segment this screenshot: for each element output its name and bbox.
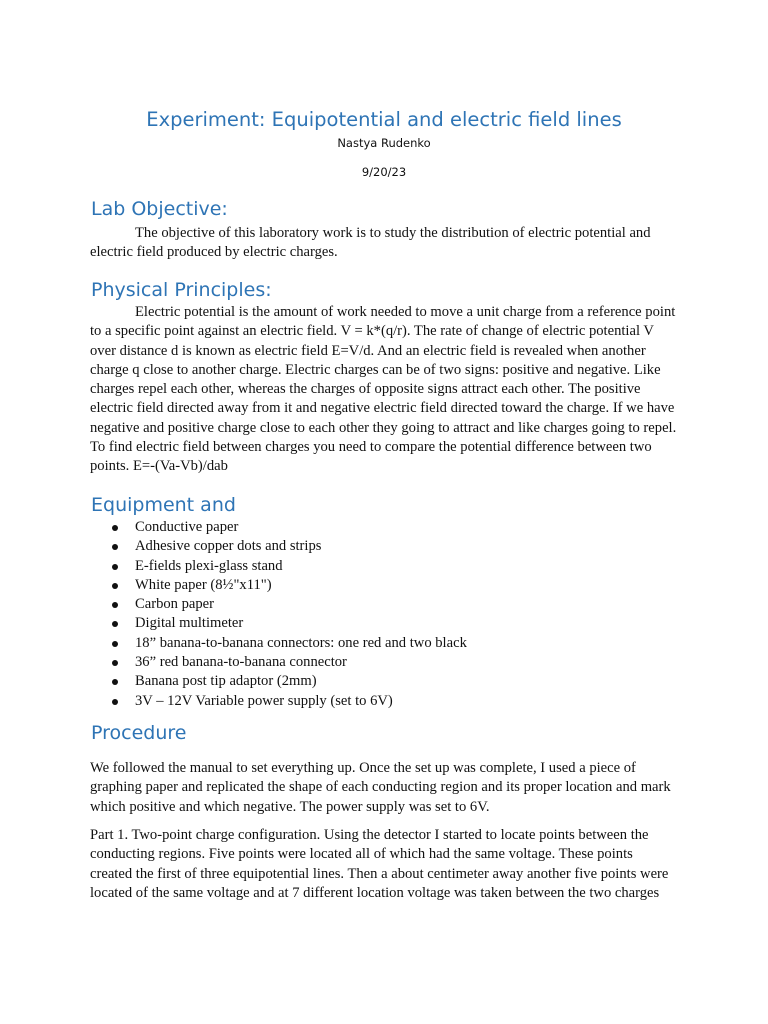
- list-item: Carbon paper: [90, 595, 467, 614]
- objective-heading: Lab Objective:: [91, 198, 228, 220]
- list-item: Adhesive copper dots and strips: [90, 537, 467, 556]
- list-item: White paper (8½"x11"): [90, 576, 467, 595]
- principles-paragraph: Electric potential is the amount of work needed to move a unit charge from a reference point to a specific point against an electric field. V = k*(q/r). The rate of change of electric potential V over distance d is known as electric field E=V/d. And an electric field is revealed when another charge q close to another charge. Electric charges can be of two signs: positive and negative. Like charges repel each other, whereas the charges of opposite signs attract each other. The positive electric field directed away from it and negative electric field directed toward the charge. If we have negative and positive charge close to each other they going to attract and like charges going to repel. To find electric field between charges you need to compare the potential difference between two points. E=-(Va-Vb)/dab: [90, 304, 677, 475]
- list-item: E-fields plexi-glass stand: [90, 557, 467, 576]
- list-item: Digital multimeter: [90, 614, 467, 633]
- procedure-paragraph-2: Part 1. Two-point charge configuration. Using the detector I started to locate points between the conducting regions. Five points were located all of which had the same voltage. These points created the first of three equipotential lines. Then a about centimeter away another five points were located of the same voltage and at 7 different location voltage was taken between the two charges: [90, 827, 669, 901]
- equipment-heading: Equipment and: [91, 494, 236, 516]
- list-item: Banana post tip adaptor (2mm): [90, 672, 467, 691]
- procedure-paragraph-1: We followed the manual to set everything up. Once the set up was complete, I used a piece of graphing paper and replicated the shape of each conducting region and its proper location and mark which positive and which negative. The power supply was set to 6V.: [90, 760, 671, 815]
- list-item: 36” red banana-to-banana connector: [90, 653, 467, 672]
- procedure-heading: Procedure: [91, 722, 187, 744]
- document-title: Experiment: Equipotential and electric field lines: [146, 108, 622, 131]
- document-date: 9/20/23: [361, 165, 407, 179]
- equipment-list: [90, 518, 467, 711]
- list-item: 3V – 12V Variable power supply (set to 6V): [90, 692, 467, 711]
- list-item: Conductive paper: [90, 518, 467, 537]
- principles-heading: Physical Principles:: [91, 279, 272, 301]
- objective-paragraph: The objective of this laboratory work is to study the distribution of electric potential and electric field produced by electric charges.: [90, 225, 651, 261]
- author-name: Nastya Rudenko: [337, 136, 431, 150]
- list-item: 18” banana-to-banana connectors: one red and two black: [90, 634, 467, 653]
